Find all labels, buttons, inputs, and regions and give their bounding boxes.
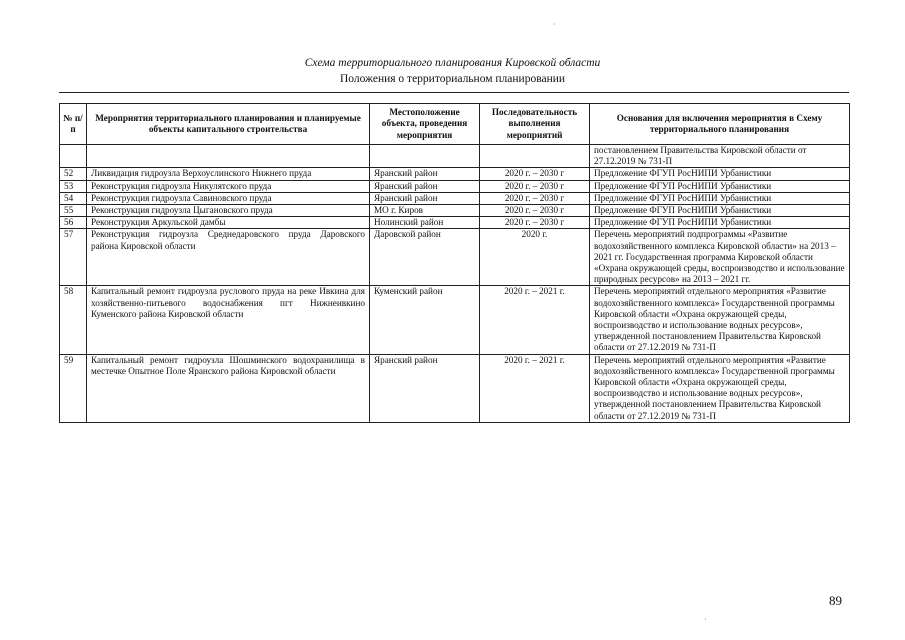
- location-cell: Яранский район: [370, 180, 480, 192]
- row-number-cell: 55: [60, 205, 87, 217]
- table-row-continuation: [60, 145, 850, 168]
- scan-speck: ·: [553, 20, 556, 29]
- basis-cell: Перечень мероприятий отдельного мероприятия «Развитие водохозяйственного комплекса» Государственной программы Кировской области «Охрана окружающей среды, воспроизводство и использование водных ресурсов», утвержденной постановлением Правительства Кировской области от 27.12.2019 № 731-П: [590, 286, 850, 354]
- row-number-cell: 56: [60, 217, 87, 229]
- basis-cell: постановлением Правительства Кировской области от 27.12.2019 № 731-П: [590, 145, 850, 168]
- basis-cell: Предложение ФГУП РосНИПИ Урбанистики: [590, 180, 850, 192]
- period-cell: 2020 г.: [480, 229, 590, 286]
- event-cell: Реконструкция гидроузла Среднедаровского пруда Даровского района Кировской области: [87, 229, 370, 286]
- location-cell: Нолинский район: [370, 217, 480, 229]
- row-number-cell: 58: [60, 286, 87, 354]
- table-row: [60, 354, 850, 422]
- basis-cell: Перечень мероприятий подпрограммы «Развитие водохозяйственного комплекса Кировской области» на 2013 – 2021 гг. Государственная программа Кировской области «Охрана окружающей среды, воспроизводство и использование природных ресурсов» на 2013 – 2021 гг.: [590, 229, 850, 286]
- event-cell: Ликвидация гидроузла Верхоуслинского Нижнего пруда: [87, 168, 370, 180]
- basis-cell: Предложение ФГУП РосНИПИ Урбанистики: [590, 168, 850, 180]
- row-number-cell: 54: [60, 192, 87, 204]
- row-number-cell: [60, 145, 87, 168]
- column-header-location: Местоположение объекта, проведения мероприятия: [370, 104, 480, 145]
- column-header-basis: Основания для включения мероприятия в Схему территориального планирования: [590, 104, 850, 145]
- event-cell: Реконструкция Аркульской дамбы: [87, 217, 370, 229]
- page-number: 89: [829, 593, 842, 608]
- location-cell: МО г. Киров: [370, 205, 480, 217]
- column-header-event: Мероприятия территориального планирования и планируемые объекты капитального строительства: [87, 104, 370, 145]
- period-cell: 2020 г. – 2030 г: [480, 180, 590, 192]
- event-cell: [87, 145, 370, 168]
- document-subtitle: Положения о территориальном планировании: [339, 73, 566, 85]
- event-cell: Реконструкция гидроузла Цыгановского пруда: [87, 205, 370, 217]
- row-number-cell: 59: [60, 354, 87, 422]
- table-row: [60, 192, 850, 204]
- column-header-period: Последовательность выполнения мероприятий: [480, 104, 590, 145]
- row-number-cell: 53: [60, 180, 87, 192]
- period-cell: 2020 г. – 2030 г: [480, 205, 590, 217]
- location-cell: Яранский район: [370, 168, 480, 180]
- location-cell: Даровской район: [370, 229, 480, 286]
- period-cell: 2020 г. – 2030 г: [480, 168, 590, 180]
- event-cell: Реконструкция гидроузла Никулятского пруда: [87, 180, 370, 192]
- table-row: [60, 286, 850, 354]
- table-row: [60, 168, 850, 180]
- table-header-row: [60, 104, 850, 145]
- period-cell: 2020 г. – 2030 г: [480, 217, 590, 229]
- table-row: [60, 205, 850, 217]
- period-cell: 2020 г. – 2021 г.: [480, 286, 590, 354]
- event-cell: Реконструкция гидроузла Савиновского пруда: [87, 192, 370, 204]
- basis-cell: Предложение ФГУП РосНИПИ Урбанистики: [590, 217, 850, 229]
- column-header-number: № п/п: [60, 104, 87, 145]
- basis-cell: Предложение ФГУП РосНИПИ Урбанистики: [590, 192, 850, 204]
- document-title: Схема территориального планирования Кировской области: [304, 57, 601, 69]
- row-number-cell: 52: [60, 168, 87, 180]
- period-cell: [480, 145, 590, 168]
- basis-cell: Предложение ФГУП РосНИПИ Урбанистики: [590, 205, 850, 217]
- location-cell: Куменский район: [370, 286, 480, 354]
- period-cell: 2020 г. – 2030 г: [480, 192, 590, 204]
- event-cell: Капитальный ремонт гидроузла Шошминского водохранилища в местечке Опытное Поле Яранского района Кировской области: [87, 354, 370, 422]
- scan-speck: ·: [704, 615, 707, 624]
- location-cell: Яранский район: [370, 192, 480, 204]
- event-cell: Капитальный ремонт гидроузла руслового пруда на реке Ивкина для хозяйственно-питьевого водоснабжения пгт Нижнеивкино Куменского района Кировской области: [87, 286, 370, 354]
- planning-events-table: [59, 103, 850, 423]
- table-row: [60, 217, 850, 229]
- location-cell: [370, 145, 480, 168]
- basis-cell: Перечень мероприятий отдельного мероприятия «Развитие водохозяйственного комплекса» Государственной программы Кировской области «Охрана окружающей среды, воспроизводство и использование водных ресурсов», утвержденной постановлением Правительства Кировской области от 27.12.2019 № 731-П: [590, 354, 850, 422]
- period-cell: 2020 г. – 2021 г.: [480, 354, 590, 422]
- header-divider: [59, 92, 849, 93]
- table-row: [60, 229, 850, 286]
- row-number-cell: 57: [60, 229, 87, 286]
- location-cell: Яранский район: [370, 354, 480, 422]
- table-row: [60, 180, 850, 192]
